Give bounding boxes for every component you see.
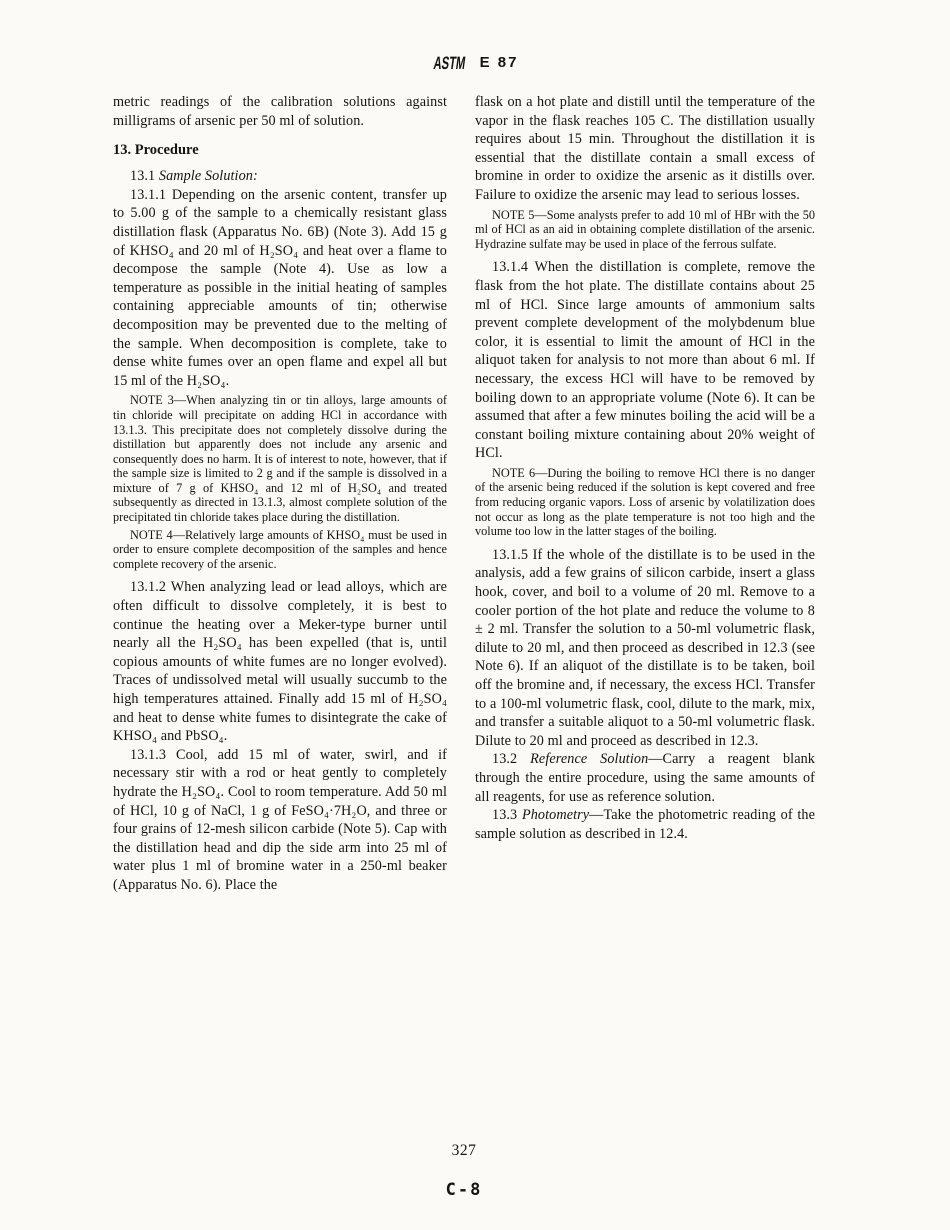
text-run: 13.1 bbox=[130, 168, 159, 185]
text-run: 13.2 bbox=[492, 751, 531, 768]
text-run: —Take the photometric reading of the sample solution as described in 12.4. bbox=[475, 807, 815, 842]
note-3: NOTE 3—When analyzing tin or tin alloys, large amounts of tin chloride will precipitate on adding HCl in accordance with 13.1.3. This precipitate does not completely dissolve during the distillation but apparently does not include any arsenic and consequently does no harm. It is of interest to note, however, that if the sample size is limited to 2 g and if the sample is dissolved in a mixture of 7 g of KHSO₄ and 12 ml of H₂SO₄ and treated subsequently as directed in 13.1.3, almost complete solution of the precipitated tin chloride takes place during the distillation. bbox=[113, 393, 447, 525]
para-13-2 bbox=[475, 750, 815, 806]
note-4: NOTE 4—Relatively large amounts of KHSO₄ must be used in order to ensure complete decomposition of the samples and hence complete recovery of the arsenic. bbox=[113, 527, 447, 571]
text-columns bbox=[113, 93, 815, 1133]
page-header bbox=[0, 52, 950, 72]
plate-code-row bbox=[0, 1180, 928, 1200]
text-run: 13.3 bbox=[492, 807, 522, 824]
right-column bbox=[475, 93, 815, 1133]
para-13-1-3-continued: flask on a hot plate and distill until the temperature of the vapor in the flask reaches 105 C. The distillation usually requires about 15 min. Throughout the distillation it is essential that the distillate contain a small excess of bromine in order to oxidize the arsenic as it distills over. Failure to oxidize the arsenic may lead to serious losses. bbox=[475, 94, 815, 203]
para-13-1-5: 13.1.5 If the whole of the distillate is to be used in the analysis, add a few grains of silicon carbide, insert a glass hook, cover, and boil to a volume of 20 ml. Remove to a cooler portion of the hot plate and reduce the volume to 8 ± 2 ml. Transfer the solution to a 50-ml volumetric flask, dilute to 20 ml, and then proceed as described in 12.3 (see Note 6). If an aliquot of the distillate is to be taken, boil off the bromine and, if necessary, the excess HCl. Transfer to a 100-ml volumetric flask, cool, dilute to the mark, mix, and transfer a suitable aliquot to a 50-ml volumetric flask. Dilute to 20 ml and proceed as described in 12.3. bbox=[475, 546, 815, 749]
para-13-1-3: 13.1.3 Cool, add 15 ml of water, swirl, and if necessary stir with a rod or heat gently to completely hydrate the H₂SO₄. Cool to room temperature. Add 50 ml of HCl, 10 g of NaCl, 1 g of FeSO₄·7H₂O, and three or four grains of 12-mesh silicon carbide (Note 5). Cap with the distillation head and dip the side arm into 25 ml of water plus 1 ml of bromine water in a 250-ml beaker (Apparatus No. 6). Place the bbox=[113, 746, 447, 893]
svg-text:ASTM: ASTM bbox=[431, 53, 466, 72]
plate-code: C-8 bbox=[445, 1180, 483, 1200]
text-run: —Carry a reagent blank through the entire procedure, using the same amounts of all reagents, for use as reference solution. bbox=[475, 751, 815, 805]
left-column bbox=[113, 93, 447, 1133]
para-13-3 bbox=[475, 806, 815, 843]
italic-text-run: Photometry bbox=[521, 807, 590, 824]
para-13-1-1: 13.1.1 Depending on the arsenic content, transfer up to 5.00 g of the sample to a chemically resistant glass distillation flask (Apparatus No. 6B) (Note 3). Add 15 g of KHSO₄ and 20 ml of H₂SO₄ and heat over a flame to decompose the sample (Note 4). Use as low a temperature as possible in the initial heating of samples containing appreciable amounts of tin; otherwise decomposition may be prevented due to the melting of the sample. When decomposition is complete, take to dense white fumes over an open flame and expel all but 15 ml of the H₂SO₄. bbox=[113, 186, 447, 389]
note-6: NOTE 6—During the boiling to remove HCl there is no danger of the arsenic being reduced if the solution is kept covered and free from reducing organic vapors. Loss of arsenic by volatilization does not occur as long as the plate temperature is not too high and the volume too low in the latter stages of the boiling. bbox=[475, 465, 815, 539]
para-continuation: metric readings of the calibration solutions against milligrams of arsenic per 50 ml of solution. bbox=[113, 94, 447, 129]
standard-designation: E 87 bbox=[479, 53, 519, 71]
italic-text-run: Reference Solution bbox=[530, 751, 649, 768]
section-13-heading: 13. Procedure bbox=[113, 142, 199, 159]
page-footer bbox=[0, 1142, 928, 1160]
note-5: NOTE 5—Some analysts prefer to add 10 ml of HBr with the 50 ml of HCl as an aid in obtaining complete distillation of the arsenic. Hydrazine sulfate may be used in place of the ferrous sulfate. bbox=[475, 207, 815, 251]
astm-logo-icon bbox=[432, 52, 466, 72]
page-number: 327 bbox=[451, 1142, 477, 1159]
para-13-1 bbox=[113, 167, 447, 186]
italic-text-run: Sample Solution: bbox=[158, 168, 258, 185]
para-13-1-4: 13.1.4 When the distillation is complete, remove the flask from the hot plate. The distillate contains about 25 ml of HCl. Since large amounts of ammonium salts prevent complete development of the molybdenum blue color, it is essential to limit the amount of HCl in the aliquot taken for analysis to not more than about 6 ml. If necessary, the excess HCl will have to be removed by boiling down to an appropriate volume (Note 6). It can be assumed that after a few minutes boiling the acid will be a constant boiling mixture containing about 20% weight of HCl. bbox=[475, 259, 815, 462]
para-13-1-2: 13.1.2 When analyzing lead or lead alloys, which are often difficult to dissolve completely, it is best to continue the heating over a Meker-type burner until nearly all the H₂SO₄ has been expelled (that is, until copious amounts of white fumes are no longer evolved). Traces of undissolved metal will usually succumb to the high temperatures attained. Finally add 15 ml of H₂SO₄ and heat to dense white fumes to disintegrate the cake of KHSO₄ and PbSO₄. bbox=[113, 579, 447, 745]
